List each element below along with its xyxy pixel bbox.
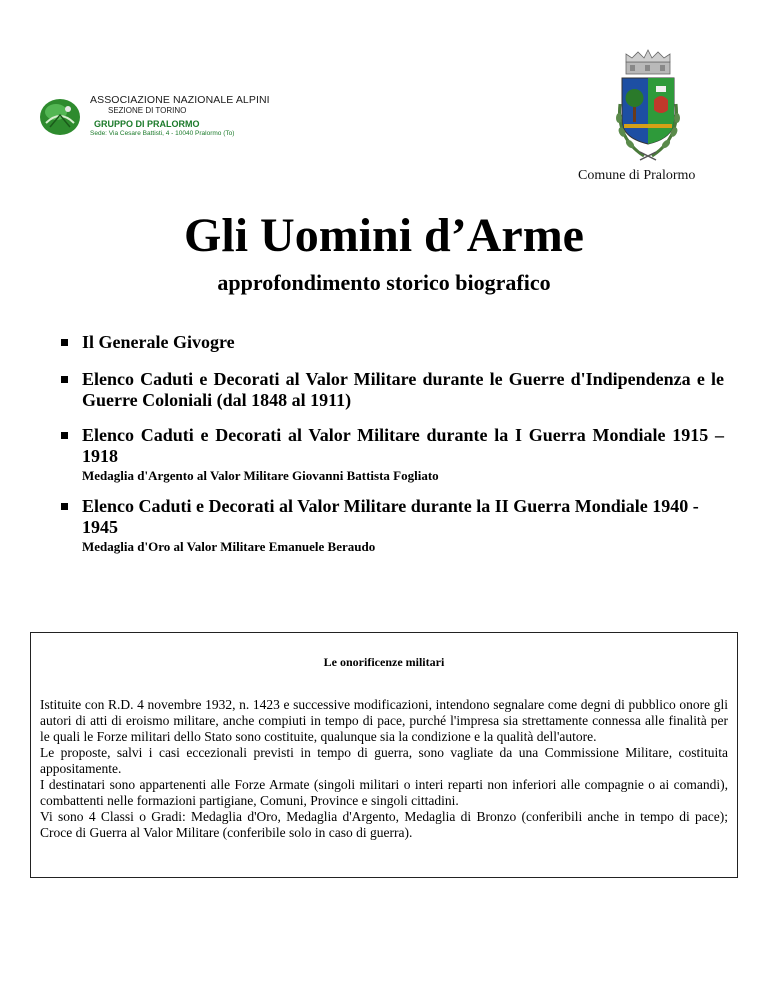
box-paragraph: Vi sono 4 Classi o Gradi: Medaglia d'Oro, Medaglia d'Argento, Medaglia di Bronzo (conferibili anche in tempo di pace); Croce di Guerra al Valor Militare (conferibile solo in caso di guerra). — [40, 809, 728, 840]
ana-section-name: SEZIONE DI TORINO — [108, 105, 187, 115]
box-paragraph: Le proposte, salvi i casi eccezionali previsti in tempo di guerra, sono vagliate da una Commissione Militare, costituita appositamente. — [40, 745, 728, 776]
comune-label: Comune di Pralormo — [578, 168, 696, 183]
box-paragraph: I destinatari sono appartenenti alle Forze Armate (singoli militari o interi reparti non inferiori alle compagnie o ai comandi), combattenti nelle formazioni partigiane, Comuni, Province e singoli cittadini. — [40, 777, 728, 808]
page-title: Gli Uomini d’Arme — [184, 209, 584, 262]
list-item-text: Elenco Caduti e Decorati al Valor Militare durante le Guerre d'Indipendenza e le Guerre Coloniali (dal 1848 al 1911) — [82, 369, 724, 410]
ana-association-name: ASSOCIAZIONE NAZIONALE ALPINI — [90, 94, 270, 106]
list-item-text: Elenco Caduti e Decorati al Valor Militare durante la II Guerra Mondiale 1940 - 1945 — [82, 496, 699, 537]
list-item-text: Il Generale Givogre — [82, 332, 235, 352]
topics-list — [58, 332, 724, 555]
bullet-square-icon — [61, 339, 68, 346]
box-body — [40, 697, 728, 841]
comune-crest-icon — [612, 48, 684, 166]
list-item — [58, 332, 724, 353]
ana-emblem-icon — [38, 97, 82, 137]
box-paragraph: Istituite con R.D. 4 novembre 1932, n. 1423 e successive modificazioni, intendono segnalare come degni di pubblico onore gli autori di atti di eroismo militare, anche compiuti in tempo di pace, purché l'impresa sia strettamente connessa alle finalità per le quali le Forze militari dello Stato sono costituite, qualunque sia la condizione e la qualità dell'autore. — [40, 697, 728, 744]
list-item-note: Medaglia d'Argento al Valor Militare Giovanni Battista Fogliato — [82, 468, 439, 483]
box-title: Le onorificenze militari — [323, 655, 445, 669]
list-item — [58, 496, 724, 555]
bullet-square-icon — [61, 503, 68, 510]
ana-group-name: GRUPPO DI PRALORMO — [94, 118, 200, 129]
list-item-note: Medaglia d'Oro al Valor Militare Emanuele Beraudo — [82, 539, 376, 554]
page-subtitle: approfondimento storico biografico — [217, 270, 551, 295]
list-item-text: Elenco Caduti e Decorati al Valor Militare durante la I Guerra Mondiale 1915 – 1918 — [82, 425, 724, 466]
list-item — [58, 369, 724, 411]
ana-address: Sede: Via Cesare Battisti, 4 - 10040 Pralormo (To) — [90, 129, 235, 137]
bullet-square-icon — [61, 376, 68, 383]
ana-logo-text — [90, 95, 270, 137]
list-item — [58, 425, 724, 484]
bullet-square-icon — [61, 432, 68, 439]
honors-info-box — [30, 632, 738, 878]
ana-logo — [38, 95, 288, 141]
